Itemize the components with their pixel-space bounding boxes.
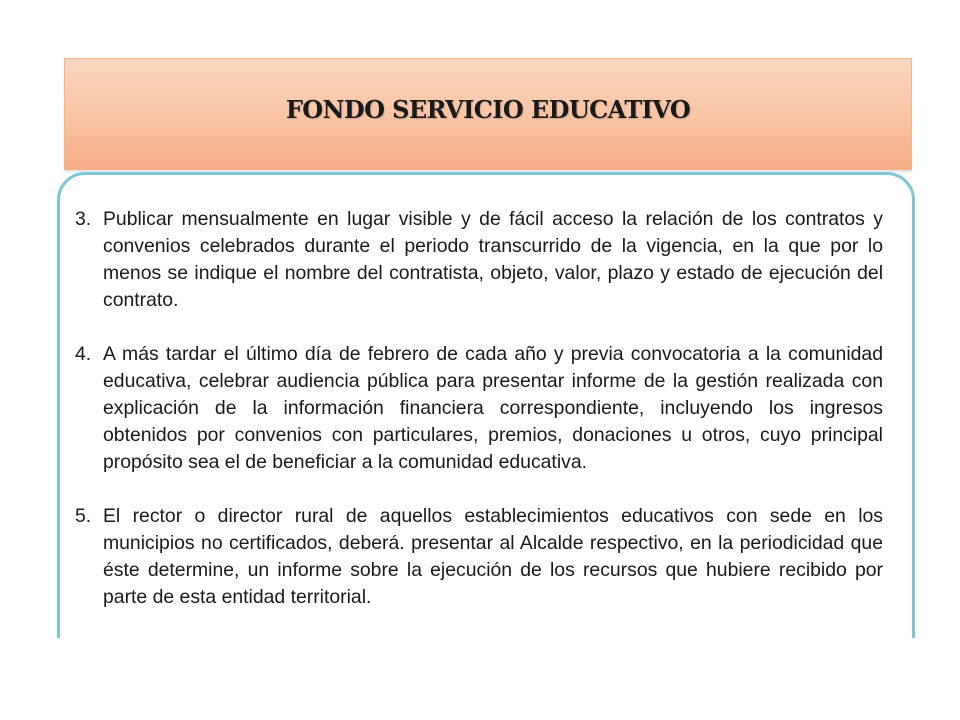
- list-item: [75, 503, 883, 611]
- slide-title: FONDO SERVICIO EDUCATIVO: [285, 95, 691, 124]
- item-text: Publicar mensualmente en lugar visible y de fácil acceso la relación de los contratos y convenios celebrados durante el periodo transcurrido de la vigencia, en la que por lo menos se indique el nombre del contratista, objeto, valor, plazo y estado de ejecución del contrato.: [103, 208, 883, 311]
- item-number: 5.: [75, 505, 92, 527]
- item-text: A más tardar el último día de febrero de cada año y previa convocatoria a la comunidad educativa, celebrar audiencia pública para presentar informe de la gestión realizada con explicación de la información financiera correspondiente, incluyendo los ingresos obtenidos por convenios con particulares, premios, donaciones u otros, cuyo principal propósito sea el de beneficiar a la comunidad educativa.: [103, 343, 883, 473]
- item-number: 3.: [75, 208, 92, 230]
- item-list: [75, 206, 883, 638]
- item-number: 4.: [75, 343, 92, 365]
- item-text: El rector o director rural de aquellos establecimientos educativos con sede en los municipios no certificados, deberá. presentar al Alcalde respectivo, en la periodicidad que éste determine, un informe sobre la ejecución de los recursos que hubiere recibido por parte de esta entidad territorial.: [103, 505, 883, 608]
- list-item: [75, 341, 883, 476]
- list-item: [75, 206, 883, 314]
